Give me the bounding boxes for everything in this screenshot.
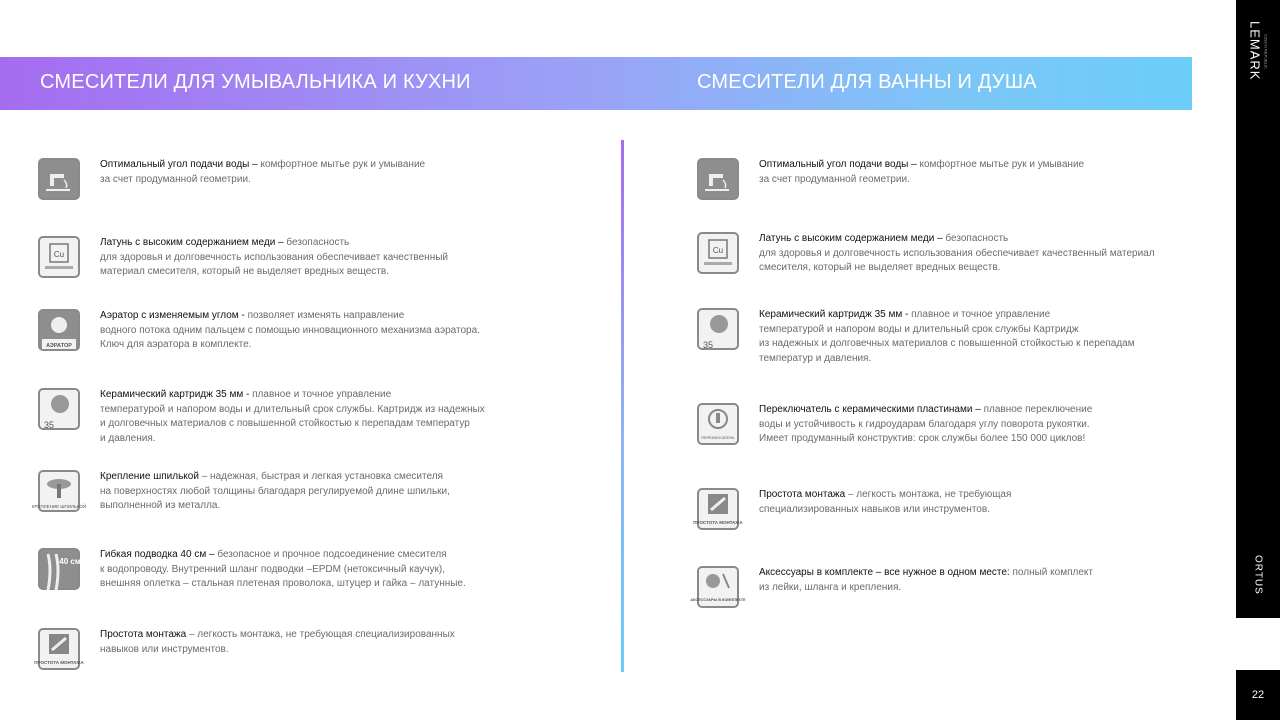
feature-text: из лейки, шланга и крепления. [759,581,902,593]
icon-label: 35 [702,340,714,350]
easy-install-icon [693,488,743,530]
icon-label: Cu [53,250,65,259]
left-feature-3 [38,309,480,353]
aerator-icon [38,309,80,351]
cartridge-icon [697,308,739,350]
feature-title: Простота монтажа [100,629,187,640]
left-feature-1 [38,158,425,200]
feature-text: – надежная, быстрая и легкая установка смесителя [198,471,443,482]
left-feature-2 [38,236,448,280]
left-feature-4 [38,388,485,446]
page-number: 22 [1236,670,1280,720]
faucet-angle-icon [38,158,80,200]
right-feature-4 [697,403,1092,447]
feature-text: безопасное и прочное подсоединение смесителя [217,549,447,560]
header-banner [0,57,1192,110]
feature-title: Латунь с высоким содержанием меди – [100,237,287,248]
feature-text: плавное переключение [983,404,1093,415]
right-feature-3 [697,308,1135,366]
feature-text: воды и устойчивость к гидроударам благодаря углу поворота рукоятки. [759,418,1090,430]
column-divider [621,140,624,672]
icon-label: КРЕПЛЕНИЕ ШПИЛЬКОЙ [31,504,87,509]
feature-text: – легкость монтажа, не требующая специализированных [186,629,455,640]
feature-text: Ключ для аэратора в комплекте. [100,339,252,350]
left-heading: СМЕСИТЕЛИ ДЛЯ УМЫВАЛЬНИКА И КУХНИ [40,71,471,93]
feature-text: навыков или инструментов. [100,643,229,655]
feature-title: Оптимальный угол подачи воды – [100,159,261,170]
feature-text: температур и давления. [759,352,872,364]
feature-title: Аксессуары в комплекте – все нужное в одном месте: [759,567,1013,578]
right-heading: СМЕСИТЕЛИ ДЛЯ ВАННЫ И ДУША [697,71,1037,93]
feature-text: полный комплект [1012,567,1093,578]
icon-label: ПЕРЕКЛЮЧАТЕЛЬ [701,436,735,440]
feature-text: к водопроводу. Внутренний шланг подводки –EPDM (нетоксичный каучук), [100,563,445,575]
feature-text: смесителя, который не выделяет вредных веществ. [759,262,1001,273]
feature-text: за счет продуманной геометрии. [759,173,910,185]
right-feature-6 [690,566,1093,608]
left-feature-7 [34,628,455,670]
brand-logo [1236,16,1280,86]
feature-title: Аэратор с изменяемым углом - [100,310,248,321]
flexible-hose-icon [38,548,80,590]
feature-text: водного потока одним пальцем с помощью инновационного механизма аэратора. [100,324,480,336]
logo-subtext: CZECH REPUBLIC [1263,33,1269,69]
feature-text: внешняя оплетка – стальная плетеная проволока, штуцер и гайка – латунные. [100,578,466,589]
left-feature-6 [38,548,466,592]
icon-label: 40 см [59,557,81,566]
feature-title: Простота монтажа [759,489,846,500]
feature-text: безопасность [286,237,350,248]
brand-sidebar [1236,0,1280,618]
left-feature-5 [31,470,450,514]
feature-title: Керамический картридж 35 мм - [759,309,912,320]
faucet-angle-icon [697,158,739,200]
right-feature-5 [693,488,1012,530]
ceramic-switch-icon [697,403,739,445]
feature-text: плавное и точное управление [911,309,1051,320]
feature-text: выполненной из металла. [100,500,221,511]
series-name: ORTUS [1252,555,1264,595]
feature-text: температурой и напором воды и длительный срок службы. Картридж из надежных [100,403,485,415]
feature-text: за счет продуманной геометрии. [100,173,251,185]
icon-label: Cu [712,246,724,255]
feature-text: на поверхностях любой толщины благодаря регулируемой длине шпильки, [100,485,450,497]
feature-title: Переключатель с керамическими пластинами – [759,404,984,415]
easy-install-icon [34,628,84,670]
feature-text: комфортное мытье рук и умывание [919,159,1085,170]
feature-text: плавное и точное управление [252,389,392,400]
feature-text: материал смесителя, который не выделяет вредных веществ. [100,266,389,277]
icon-label: ПРОСТОТА МОНТАЖА [34,660,84,665]
right-feature-1 [697,158,1084,200]
copper-cu-icon [697,232,739,274]
icon-label: ПРОСТОТА МОНТАЖА [693,520,743,525]
right-feature-2 [697,232,1155,276]
series-label [1236,540,1280,610]
feature-title: Крепление шпилькой [100,471,199,482]
feature-text: для здоровья и долговечность использования обеспечивает качественный [100,251,449,263]
feature-text: для здоровья и долговечность использования обеспечивает качественный материал [759,247,1155,259]
cartridge-icon [38,388,80,430]
feature-text: комфортное мытье рук и умывание [260,159,426,170]
feature-title: Оптимальный угол подачи воды – [759,159,920,170]
feature-text: из надежных и долговечных материалов с повышенной стойкостью к перепадам [759,338,1135,349]
feature-text: температурой и напором воды и длительный срок службы Картридж [759,323,1079,335]
copper-cu-icon [38,236,80,278]
feature-text: безопасность [945,233,1009,244]
icon-label: АКСЕССУАРЫ В КОМПЛЕКТЕ [690,598,746,602]
feature-text: и давления. [100,432,156,444]
icon-label: 35 [43,420,55,430]
feature-text: специализированных навыков или инструментов. [759,503,990,515]
feature-title: Гибкая подводка 40 см – [100,549,218,560]
feature-text: и долговечных материалов с повышенной стойкостью к перепадам температур [100,418,470,429]
logo-text: LEMARK [1247,21,1263,81]
feature-title: Латунь с высоким содержанием меди – [759,233,946,244]
icon-label: АЭРАТОР [46,343,72,349]
stud-mount-icon [31,470,87,512]
feature-text: Имеет продуманный конструктив: срок службы более 150 000 циклов! [759,433,1086,444]
feature-text: – легкость монтажа, не требующая [845,489,1012,500]
feature-text: позволяет изменять направление [247,310,405,321]
feature-title: Керамический картридж 35 мм - [100,389,253,400]
accessories-icon [690,566,746,608]
